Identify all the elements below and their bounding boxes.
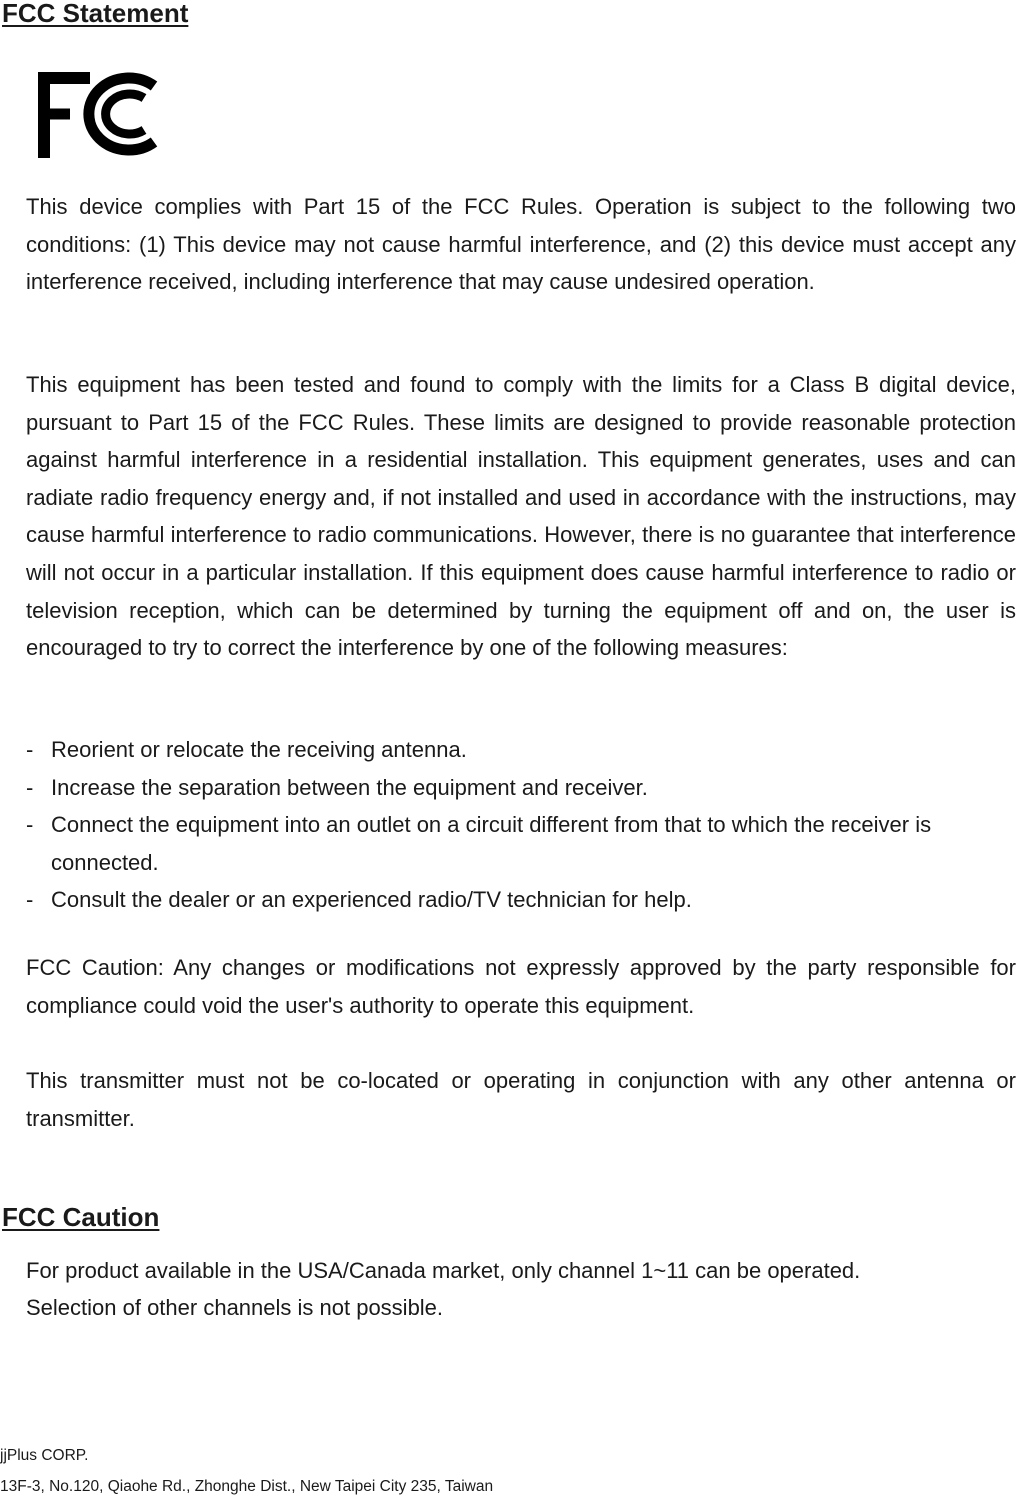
footer-company: jjPlus CORP.: [0, 1447, 89, 1464]
dash-bullet: -: [26, 737, 34, 762]
measure-text: Connect the equipment into an outlet on a circuit different from that to which the receiver is connected.: [51, 812, 932, 875]
dash-bullet: -: [26, 774, 34, 800]
fcc-caution-paragraph: FCC Caution: Any changes or modifications not expressly approved by the party responsible for compliance could void the user's authority to operate this equipment.: [26, 955, 1016, 1018]
measure-text: Reorient or relocate the receiving antenna.: [51, 737, 467, 762]
dash-bullet: -: [26, 812, 34, 838]
channel-selection-note: Selection of other channels is not possible.: [26, 1295, 444, 1320]
list-item: [26, 806, 1016, 881]
fcc-caution-heading: FCC Caution: [2, 1202, 160, 1232]
footer-address: 13F-3, No.120, Qiaohe Rd., Zhonghe Dist., New Taipei City 235, Taiwan: [0, 1478, 494, 1495]
list-item: [26, 769, 1016, 807]
list-item: [26, 881, 1016, 919]
measures-list: [26, 731, 1016, 919]
transmitter-paragraph: This transmitter must not be co-located or operating in conjunction with any other antenna or transmitter.: [26, 1068, 1016, 1131]
channel-note: For product available in the USA/Canada market, only channel 1~11 can be operated.: [26, 1258, 861, 1283]
fcc-statement-heading: FCC Statement: [2, 0, 189, 28]
compliance-paragraph: This device complies with Part 15 of the FCC Rules. Operation is subject to the following two conditions: (1) This device may not cause harmful interference, and (2) this device must accept any interference received, including interference that may cause undesired operation.: [26, 194, 1016, 295]
list-item: [26, 731, 1016, 769]
class-b-paragraph: This equipment has been tested and found to comply with the limits for a Class B digital device, pursuant to Part 15 of the FCC Rules. These limits are designed to provide reasonable protection against harmful interference in a residential installation. This equipment generates, uses and can radiate radio frequency energy and, if not installed and used in accordance with the instructions, may cause harmful interference to radio communications. However, there is no guarantee that interference will not occur in a particular installation. If this equipment does cause harmful interference to radio or television reception, which can be determined by turning the equipment off and on, the user is encouraged to try to correct the interference by one of the following measures:: [26, 372, 1016, 661]
measure-text: Increase the separation between the equipment and receiver.: [51, 774, 648, 800]
measure-text: Consult the dealer or an experienced radio/TV technician for help.: [51, 887, 692, 913]
dash-bullet: -: [26, 887, 34, 913]
fcc-logo: [26, 60, 166, 164]
